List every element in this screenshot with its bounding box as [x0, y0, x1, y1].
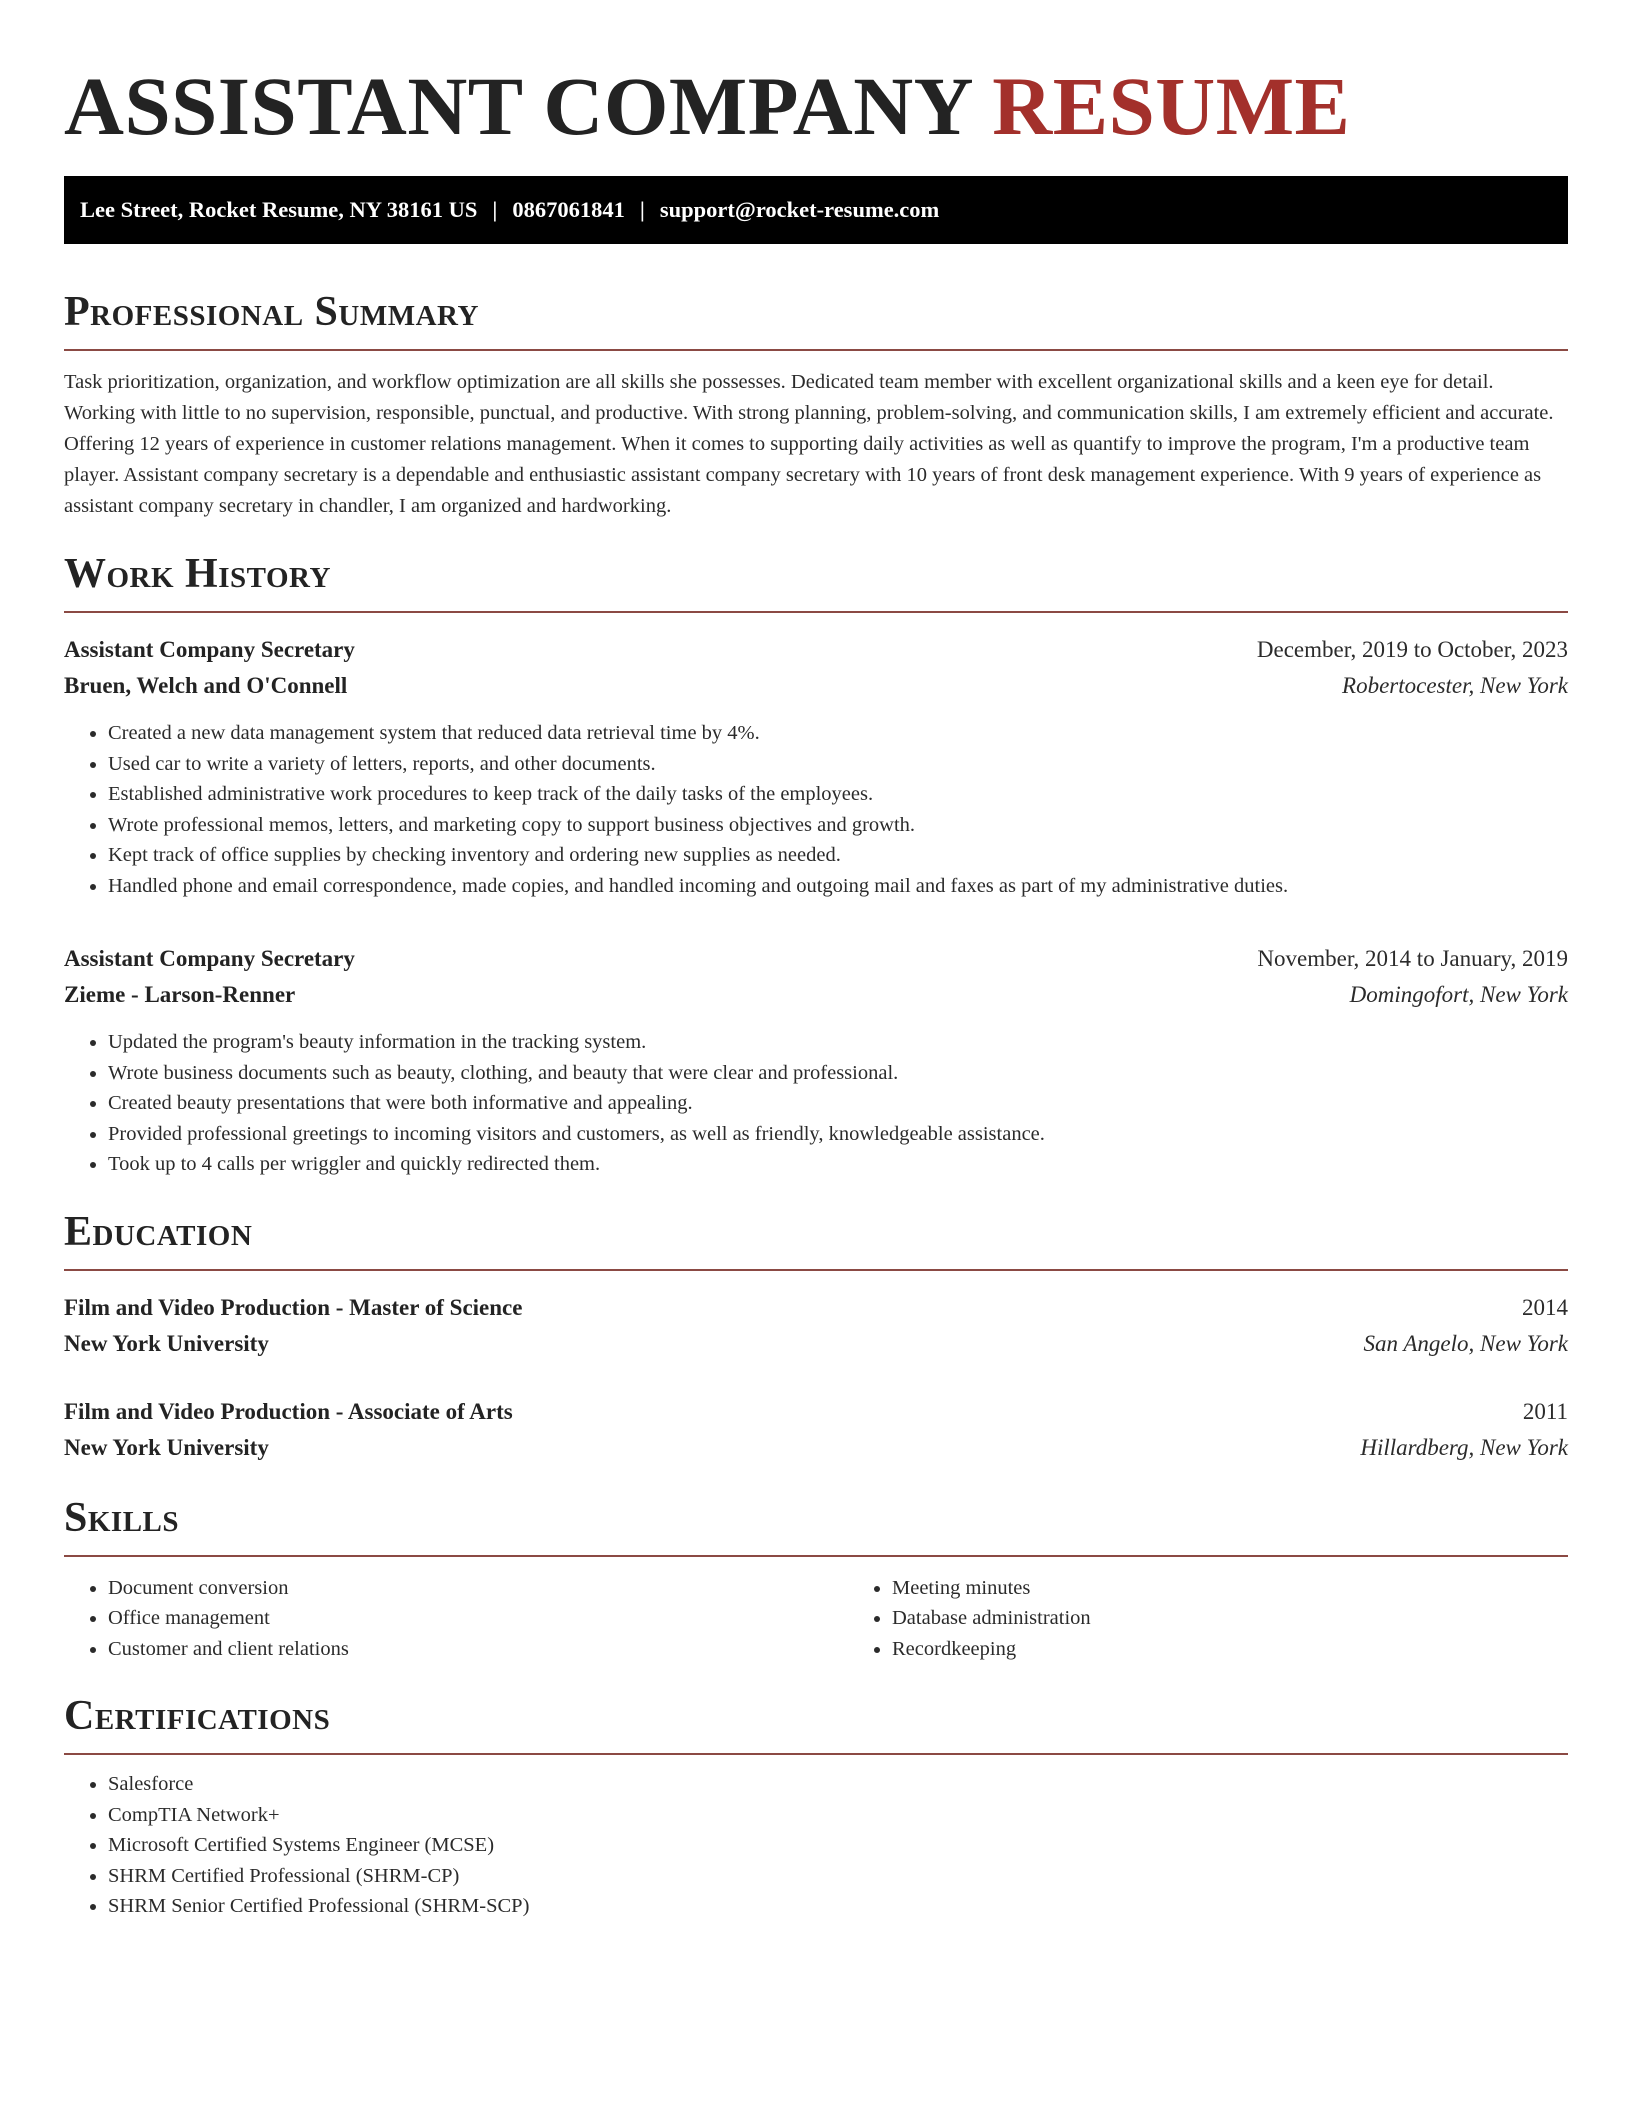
title-main: ASSISTANT COMPANY — [64, 60, 993, 152]
section-skills — [64, 1494, 1568, 1665]
education-location: San Angelo, New York — [1363, 1330, 1568, 1356]
list-item: • Database administration — [892, 1603, 1568, 1634]
job-dates: December, 2019 to October, 2023 — [1256, 637, 1568, 662]
contact-email: support@rocket-resume.com — [659, 197, 940, 222]
education-degree: Film and Video Production - Master of Science — [64, 1294, 523, 1320]
job-title: Assistant Company Secretary — [64, 946, 355, 971]
list-item: • Established administrative work procedures to keep track of the daily tasks of the employees. — [108, 779, 1568, 810]
section-heading: Work History — [64, 551, 331, 597]
job-company: Bruen, Welch and O'Connell — [64, 673, 348, 698]
list-item: • Updated the program's beauty information in the tracking system. — [108, 1027, 1568, 1058]
education-entry — [64, 1290, 1568, 1362]
education-year: 2011 — [1522, 1398, 1568, 1424]
list-item: • Used car to write a variety of letters, reports, and other documents. — [108, 749, 1568, 780]
section-divider — [64, 349, 1568, 351]
skills-list-left — [64, 1573, 848, 1665]
section-divider — [64, 1753, 1568, 1755]
list-item: • Wrote professional memos, letters, and marketing copy to support business objectives and growth. — [108, 810, 1568, 841]
section-divider — [64, 1555, 1568, 1557]
job-bullets — [64, 718, 1568, 901]
job-location: Domingofort, New York — [1349, 982, 1568, 1007]
list-item: • Salesforce — [108, 1769, 1568, 1800]
education-entry — [64, 1394, 1568, 1466]
list-item: • Created a new data management system that reduced data retrieval time by 4%. — [108, 718, 1568, 749]
section-heading: Certifications — [64, 1693, 331, 1739]
list-item: • Customer and client relations — [108, 1634, 848, 1665]
list-item: • SHRM Certified Professional (SHRM-CP) — [108, 1861, 1568, 1892]
section-work-history — [64, 550, 1568, 1180]
list-item: • Recordkeeping — [892, 1634, 1568, 1665]
list-item: • Provided professional greetings to incoming visitors and customers, as well as friendly, knowledgeable assistance. — [108, 1119, 1568, 1150]
section-heading: Education — [64, 1208, 253, 1255]
job-entry — [64, 941, 1568, 1180]
section-divider — [64, 611, 1568, 613]
list-item: • Took up to 4 calls per wriggler and quickly redirected them. — [108, 1149, 1568, 1180]
contact-separator: | — [639, 197, 645, 222]
title-accent: RESUME — [992, 60, 1351, 152]
list-item: • Microsoft Certified Systems Engineer (MCSE) — [108, 1830, 1568, 1861]
section-heading: Professional Summary — [64, 289, 479, 335]
list-item: • Created beauty presentations that were both informative and appealing. — [108, 1088, 1568, 1119]
section-education — [64, 1208, 1568, 1466]
contact-phone: 0867061841 — [512, 197, 625, 222]
list-item: • Document conversion — [108, 1573, 848, 1604]
list-item: • Handled phone and email correspondence, made copies, and handled incoming and outgoing mail and faxes as part of my administrative duties. — [108, 871, 1568, 902]
list-item: • Wrote business documents such as beauty, clothing, and beauty that were clear and professional. — [108, 1058, 1568, 1089]
job-company: Zieme - Larson-Renner — [64, 982, 296, 1007]
education-school: New York University — [64, 1434, 269, 1460]
section-divider — [64, 1269, 1568, 1271]
list-item: • CompTIA Network+ — [108, 1800, 1568, 1831]
job-bullets — [64, 1027, 1568, 1180]
contact-bar — [64, 176, 1568, 244]
summary-text: Task prioritization, organization, and workflow optimization are all skills she possesses. Dedicated team member with excellent organizational skills and a keen eye for detail. Working with little to no supervision, responsible, punctual, and productive. With strong planning, problem-solving, and communication skills, I am extremely efficient and accurate. Offering 12 years of experience in customer relations management. When it comes to supporting daily activities as well as quantify to improve the program, I'm a productive team player. Assistant company secretary is a dependable and enthusiastic assistant company secretary with 10 years of front desk management experience. With 9 years of experience as assistant company secretary in chandler, I am organized and hardworking. — [64, 371, 1554, 517]
job-location: Robertocester, New York — [1342, 673, 1568, 698]
list-item: • Kept track of office supplies by checking inventory and ordering new supplies as needed. — [108, 840, 1568, 871]
list-item: • SHRM Senior Certified Professional (SHRM-SCP) — [108, 1891, 1568, 1922]
contact-address: Lee Street, Rocket Resume, NY 38161 US — [80, 197, 478, 222]
skills-list-right — [848, 1573, 1568, 1665]
list-item: • Office management — [108, 1603, 848, 1634]
contact-separator: | — [492, 197, 498, 222]
education-degree: Film and Video Production - Associate of Arts — [64, 1398, 513, 1424]
skills-columns — [64, 1573, 1568, 1665]
resume-title — [64, 58, 1568, 154]
list-item: • Meeting minutes — [892, 1573, 1568, 1604]
certifications-list — [64, 1769, 1568, 1922]
education-year: 2014 — [1522, 1294, 1568, 1320]
education-location: Hillardberg, New York — [1360, 1434, 1568, 1460]
job-title: Assistant Company Secretary — [64, 637, 355, 662]
education-school: New York University — [64, 1330, 269, 1356]
section-heading: Skills — [64, 1494, 180, 1541]
job-entry — [64, 632, 1568, 901]
section-certifications — [64, 1692, 1568, 1922]
section-summary — [64, 288, 1568, 522]
job-dates: November, 2014 to January, 2019 — [1257, 946, 1568, 971]
